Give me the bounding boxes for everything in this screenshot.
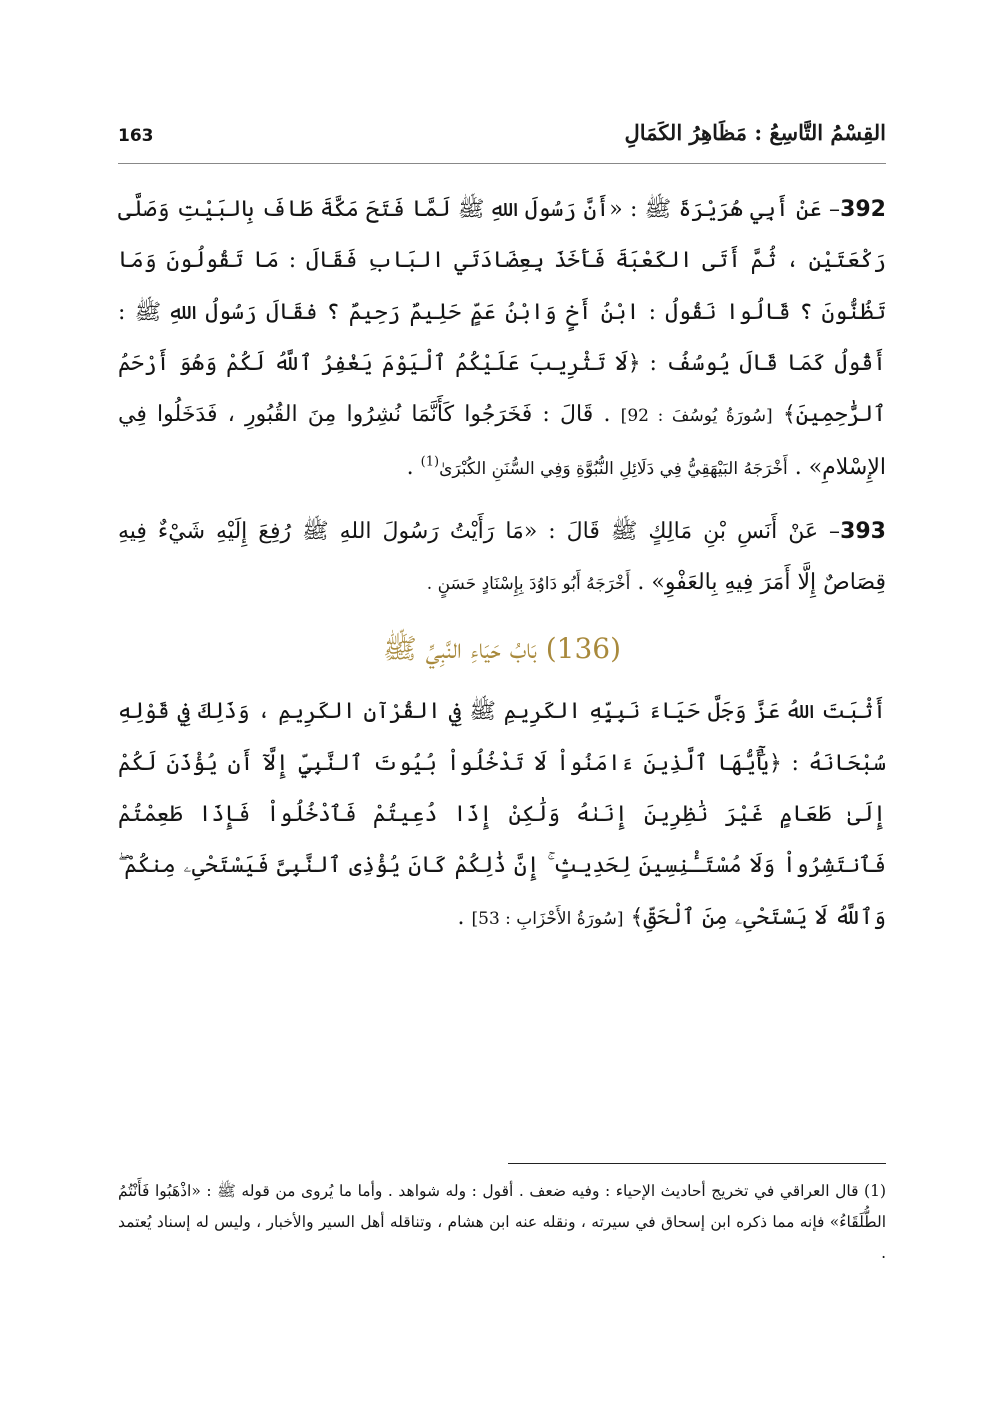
hadith-number: 393 [840, 518, 886, 544]
hadith-text: – عَنْ أَبِي هُرَيْرَةَ ﷺ : «أَنَّ رَسُولَ اللهِ ﷺ لَمَّا فَتَحَ مَكَّةَ طَافَ بِالبَيْتِ وَصَلَّى رَكْعَتَيْنِ ، ثُمَّ أَتَى الكَعْبَةَ فَأَخَذَ بِعِضَادَتَي البَابِ فَقَالَ : مَا تَقُولُونَ وَمَا تَظُنُّونَ ؟ قَالُوا نَقُولُ : ابْنُ أَخٍ وَابْنُ عَمٍّ حَلِيمٌ رَحِيمٌ ؟ فقَالَ رَسُولُ اللهِ ﷺ : أَقُولُ كَمَا قَالَ يُوسُفُ : ﴿لَا تَثْرِيبَ عَلَيْكُمُ ٱلْيَوْمَ يَغْفِرُ ٱللَّهُ لَكُمْ وَهُوَ أَرْحَمُ ٱلرَّٰحِمِينَ﴾ [118, 197, 887, 428]
running-title: القِسْمُ التَّاسِعُ : مَظَاهِرُ الكَمَالِ [624, 120, 886, 145]
quran-citation: [سُورَةُ يُوسُفَ : 92] [620, 406, 773, 427]
hadith-392: 392– عَنْ أَبِي هُرَيْرَةَ ﷺ : «أَنَّ رَسُولَ اللهِ ﷺ لَمَّا فَتَحَ مَكَّةَ طَافَ بِالبَيْتِ وَصَلَّى رَكْعَتَيْنِ ، ثُمَّ أَتَى الكَعْبَةَ فَأَخَذَ بِعِضَادَتَي البَابِ فَقَالَ : مَا تَقُولُونَ وَمَا تَظُنُّونَ ؟ قَالُوا نَقُولُ : ابْنُ أَخٍ وَابْنُ عَمٍّ حَلِيمٌ رَحِيمٌ ؟ فقَالَ رَسُولُ اللهِ ﷺ : أَقُولُ كَمَا قَالَ يُوسُفُ : ﴿لَا تَثْرِيبَ عَلَيْكُمُ ٱلْيَوْمَ يَغْفِرُ ٱللَّهُ لَكُمْ وَهُوَ أَرْحَمُ ٱلرَّٰحِمِينَ﴾ [سُورَةُ يُوسُفَ : 92] . قَالَ : فَخَرَجُوا كَأَنَّمَا نُشِرُوا مِنَ القُبُورِ ، فَدَخَلُوا فِي الإِسْلامِ» . أَخْرَجَهُ البَيْهَقِيُّ فِي دَلَائِلِ النُّبُوَّةِ وَفِي السُّنَنِ الكُبْرَىٰ$^{(1)}$ . [118, 197, 887, 481]
page-header [118, 116, 886, 156]
hadith-number: 392 [840, 197, 886, 222]
chapter-paragraph [118, 686, 886, 944]
page-number: 163 [118, 126, 154, 146]
hadith-source: أَخْرَجَهُ البَيْهَقِيُّ فِي دَلَائِلِ النُّبُوَّةِ وَفِي السُّنَنِ الكُبْرَىٰ [439, 459, 788, 480]
hadith-source: أَخْرَجَهُ أَبُو دَاوُدَ بِإِسْنَادٍ حَسَنٍ . [426, 574, 631, 595]
quran-citation: [سُورَةُ الأَحْزَابِ : 53] [471, 908, 624, 929]
chapter-heading: (136) بَابُ حَيَاءِ النَّبِيِّ ﷺ [382, 632, 622, 666]
footnote-divider [508, 1163, 886, 1164]
hadith-text-continued: . قَالَ : فَخَرَجُوا كَأَنَّمَا نُشِرُوا مِنَ القُبُورِ ، فَدَخَلُوا فِي الإِسْلامِ» . [118, 402, 886, 481]
footnote-reference: (1) [420, 455, 440, 471]
header-divider [118, 163, 886, 164]
hadith-text: – عَنْ أَنَسِ بْنِ مَالِكٍ ﷺ قَالَ : «مَا رَأَيْتُ رَسُولَ اللهِ ﷺ رُفِعَ إِلَيْهِ شَيْءٌ فِيهِ قِصَاصٌ إِلَّا أَمَرَ فِيهِ بِالعَفْوِ» . [118, 518, 886, 596]
paragraph-end: . [457, 904, 465, 930]
chapter-intro-text: أَثْبَتَ اللهُ عَزَّ وَجَلَّ حَيَاءَ نَبِيِّهِ الكَرِيمِ ﷺ فِي القُرْآنِ الكَرِيمِ ، وَذَلِكَ فِي قَوْلِهِ سُبْحَانَهُ : ﴿يَٰٓأَيُّهَا ٱلَّذِينَ ءَامَنُواْ لَا تَدْخُلُواْ بُيُوتَ ٱلنَّبِيِّ إِلَّآ أَن يُؤْذَنَ لَكُمْ إِلَىٰ طَعَامٍ غَيْرَ نَٰظِرِينَ إِنَىٰهُ وَلَٰكِنْ إِذَا دُعِيتُمْ فَٱدْخُلُواْ فَإِذَا طَعِمْتُمْ فَٱنتَشِرُواْ وَلَا مُسْتَـْٔنِسِينَ لِحَدِيثٍ ۚ إِنَّ ذَٰلِكُمْ كَانَ يُؤْذِى ٱلنَّبِىَّ فَيَسْتَحْىِۦ مِنكُمْ ۖ وَٱللَّهُ لَا يَسْتَحْىِۦ مِنَ ٱلْحَقِّ﴾ [118, 699, 886, 930]
hadith-393 [118, 506, 886, 611]
footnote: (1) قال العراقي في تخريج أحاديث الإحياء : وفيه ضعف . أقول : وله شواهد . وأما ما يُروى من قوله ﷺ : «اذْهَبُوا فَأَنْتُمُ الطُّلَقَاءُ» فإنه مما ذكره ابن إسحاق في سيرته ، ونقله عنه ابن هشام ، وتناقله أهل السير والأخبار ، وليس له إسناد يُعتمد . [118, 1182, 886, 1262]
main-text [118, 184, 886, 945]
